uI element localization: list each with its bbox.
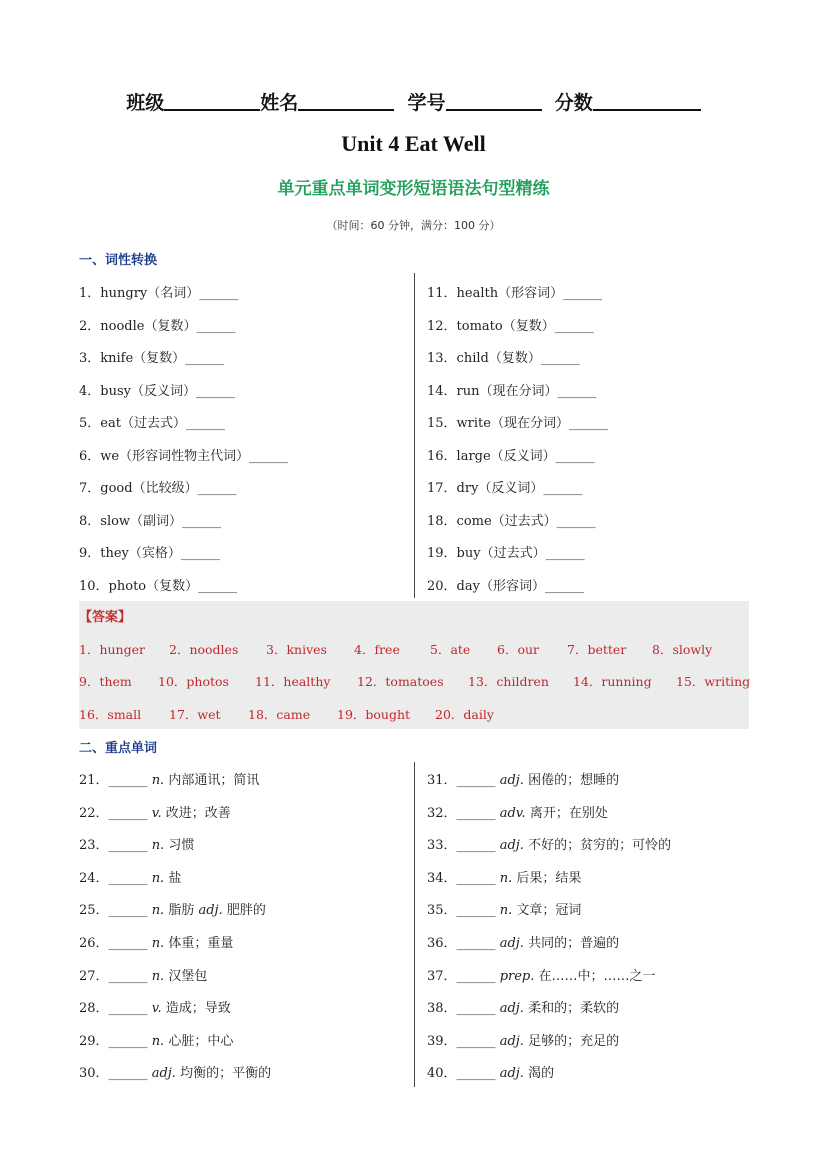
conversion-item[interactable]: 8．slow（副词）______ <box>79 513 222 529</box>
conversion-item[interactable]: 5．eat（过去式）______ <box>79 416 225 431</box>
meaning: 不好的；贫穷的；可怜的 <box>528 838 672 854</box>
part-of-speech: adj. <box>499 1001 529 1017</box>
time-note: （时间：60 分钟，满分：100 分） <box>326 219 501 232</box>
meaning: 均衡的；平衡的 <box>180 1066 272 1082</box>
conversion-item[interactable]: 7．good（比较级）______ <box>79 481 237 496</box>
meaning: 渴的 <box>528 1066 555 1082</box>
answer-item: 7．better <box>567 642 627 657</box>
part-of-speech: n. <box>151 838 169 854</box>
vocab-number: 32．______ <box>427 805 500 821</box>
vocab-number: 29．______ <box>79 1033 152 1049</box>
student-info-line <box>0 88 827 115</box>
vocab-item[interactable] <box>79 867 181 886</box>
vocab-number: 34．______ <box>427 870 500 886</box>
vocab-number: 25．______ <box>79 903 152 919</box>
answer-item: 14．running <box>573 674 652 689</box>
conversion-item[interactable]: 20．day（形容词）______ <box>427 578 584 594</box>
vocab-item[interactable] <box>79 965 207 984</box>
answer-item: 12．tomatoes <box>357 674 444 689</box>
conversion-item[interactable]: 9．they（宾格）______ <box>79 546 220 561</box>
class-label: 班级 <box>126 92 165 114</box>
answer-item: 15．writing <box>676 674 751 689</box>
vocab-item[interactable] <box>427 867 581 886</box>
answer-item: 3．knives <box>266 642 327 657</box>
part-of-speech: adj. <box>499 1066 529 1082</box>
page-subtitle: 单元重点单词变形短语语法句型精练 <box>277 179 550 199</box>
meaning: 离开；在别处 <box>529 805 608 821</box>
vocab-item[interactable] <box>427 802 608 821</box>
score-blank[interactable] <box>593 91 701 111</box>
meaning: 习惯 <box>168 838 195 854</box>
vocab-item[interactable] <box>427 899 581 918</box>
vocab-number: 23．______ <box>79 838 152 854</box>
name-label: 姓名 <box>260 92 299 114</box>
conversion-item[interactable]: 11．health（形容词）______ <box>427 286 603 301</box>
section1-divider <box>414 273 415 598</box>
vocab-item[interactable] <box>427 997 619 1016</box>
vocab-item[interactable] <box>79 1062 271 1081</box>
part-of-speech: n. <box>151 773 169 788</box>
part-of-speech: adj. <box>194 903 227 919</box>
answer-item: 9．them <box>79 674 132 689</box>
part-of-speech: v. <box>151 805 166 821</box>
vocab-item[interactable] <box>427 1062 554 1081</box>
answer-item: 18．came <box>248 707 311 722</box>
conversion-item[interactable]: 17．dry（反义词）______ <box>427 481 583 496</box>
part-of-speech: n. <box>499 870 517 886</box>
part-of-speech: adj. <box>499 838 529 854</box>
vocab-number: 26．______ <box>79 936 152 951</box>
part-of-speech: n. <box>151 903 169 919</box>
vocab-item[interactable] <box>79 1030 233 1049</box>
vocab-item[interactable] <box>427 965 656 984</box>
name-blank[interactable] <box>298 91 394 111</box>
answer-item: 1．hunger <box>79 642 145 657</box>
part-of-speech: adj. <box>499 1033 529 1049</box>
answer-item: 20．daily <box>435 707 494 722</box>
vocab-number: 27．______ <box>79 968 152 984</box>
meaning: 共同的；普遍的 <box>528 936 620 951</box>
part-of-speech: n. <box>151 870 169 886</box>
meaning: 盐 <box>168 870 182 886</box>
section2-heading: 二、重点单词 <box>79 741 158 756</box>
class-blank[interactable] <box>164 91 260 111</box>
vocab-number: 38．______ <box>427 1001 500 1017</box>
answer-item: 16．small <box>79 707 142 722</box>
meaning: 足够的；充足的 <box>528 1033 620 1049</box>
meaning: 心脏；中心 <box>168 1033 234 1049</box>
vocab-number: 40．______ <box>427 1066 500 1082</box>
part-of-speech: adj. <box>151 1066 181 1082</box>
vocab-number: 28．______ <box>79 1001 152 1017</box>
vocab-item[interactable] <box>79 932 233 951</box>
conversion-item[interactable]: 13．child（复数）______ <box>427 351 580 366</box>
conversion-item[interactable]: 15．write（现在分词）______ <box>427 416 608 431</box>
answer-item: 10．photos <box>158 674 229 689</box>
meaning: 柔和的；柔软的 <box>528 1001 620 1017</box>
vocab-item[interactable] <box>79 997 231 1016</box>
meaning: 肥胖的 <box>226 903 266 919</box>
vocab-item[interactable] <box>79 802 231 821</box>
id-blank[interactable] <box>446 91 542 111</box>
conversion-item[interactable]: 4．busy（反义词）______ <box>79 383 235 399</box>
meaning: 在……中；……之一 <box>538 968 656 984</box>
score-label: 分数 <box>554 92 593 114</box>
answer-item: 2．noodles <box>169 642 239 657</box>
part-of-speech: prep. <box>499 968 539 984</box>
answer-item: 6．our <box>497 642 540 657</box>
meaning: 文章；冠词 <box>516 903 582 919</box>
vocab-number: 22．______ <box>79 805 152 821</box>
part-of-speech: n. <box>151 968 169 984</box>
conversion-item[interactable]: 19．buy（过去式）______ <box>427 546 585 561</box>
part-of-speech: n. <box>151 1033 169 1049</box>
vocab-item[interactable] <box>427 769 619 788</box>
vocab-item[interactable] <box>427 932 619 951</box>
answer-item: 11．healthy <box>255 674 331 689</box>
conversion-item[interactable]: 10．photo（复数）______ <box>79 578 238 594</box>
conversion-item[interactable]: 14．run（现在分词）______ <box>427 383 597 399</box>
meaning: 造成；导致 <box>165 1001 231 1017</box>
vocab-number: 33．______ <box>427 838 500 854</box>
conversion-item[interactable]: 18．come（过去式）______ <box>427 513 596 529</box>
vocab-number: 36．______ <box>427 936 500 951</box>
meaning: 脂肪 <box>168 903 195 919</box>
section2-divider <box>414 762 415 1087</box>
vocab-number: 31．______ <box>427 773 500 788</box>
meaning: 后果；结果 <box>516 870 582 886</box>
part-of-speech: adj. <box>499 773 529 788</box>
vocab-item[interactable] <box>79 899 266 918</box>
answer-item: 13．children <box>468 674 549 689</box>
meaning: 改进；改善 <box>165 805 231 821</box>
vocab-number: 37．______ <box>427 968 500 984</box>
vocab-item[interactable] <box>79 834 194 853</box>
part-of-speech: n. <box>151 936 169 951</box>
meaning: 困倦的；想睡的 <box>528 773 620 788</box>
conversion-item[interactable]: 12．tomato（复数）______ <box>427 318 594 334</box>
section1-heading: 一、词性转换 <box>79 253 158 268</box>
vocab-item[interactable] <box>427 1030 619 1049</box>
answer-item: 17．wet <box>169 707 221 722</box>
part-of-speech: adj. <box>499 936 529 951</box>
vocab-number: 35．______ <box>427 903 500 919</box>
meaning: 内部通讯；简讯 <box>168 773 260 788</box>
vocab-item[interactable] <box>427 834 671 853</box>
conversion-item[interactable]: 16．large（反义词）______ <box>427 448 595 464</box>
page-title: Unit 4 Eat Well <box>341 131 486 156</box>
part-of-speech: n. <box>499 903 517 919</box>
meaning: 汉堡包 <box>168 968 208 984</box>
answer-item: 19．bought <box>337 707 411 722</box>
vocab-item[interactable] <box>79 769 259 788</box>
conversion-item[interactable]: 2．noodle（复数）______ <box>79 318 236 334</box>
answer-item: 4．free <box>354 642 400 657</box>
vocab-number: 24．______ <box>79 870 152 886</box>
part-of-speech: v. <box>151 1001 166 1017</box>
vocab-number: 39．______ <box>427 1033 500 1049</box>
id-label: 学号 <box>407 92 446 114</box>
vocab-number: 30．______ <box>79 1066 152 1082</box>
answer-item: 5．ate <box>430 642 471 657</box>
conversion-item[interactable]: 1．hungry（名词）______ <box>79 286 239 301</box>
answer-item: 8．slowly <box>652 642 713 657</box>
vocab-number: 21．______ <box>79 773 152 788</box>
answer-title: 【答案】 <box>79 610 132 625</box>
meaning: 体重；重量 <box>168 936 234 951</box>
part-of-speech: adv. <box>499 805 530 821</box>
conversion-item[interactable]: 3．knife（复数）______ <box>79 351 225 366</box>
conversion-item[interactable]: 6．we（形容词性物主代词）______ <box>79 448 289 464</box>
